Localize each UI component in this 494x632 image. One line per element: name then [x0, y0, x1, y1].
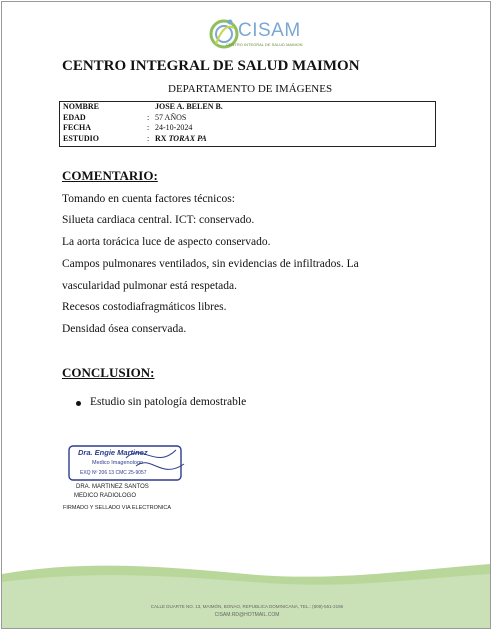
date-value: 24-10-2024 [155, 123, 193, 132]
date-label: FECHA [63, 123, 91, 132]
study-separator: : [147, 133, 150, 143]
name-value: JOSE A. BELEN B. [155, 102, 223, 111]
signer-title: MEDICO RADIOLOGO [74, 493, 137, 499]
stamp-name: Dra. Engie Martinez [78, 448, 148, 457]
name-label: NOMBRE [63, 102, 99, 111]
comment-line: Silueta cardiaca central. ICT: conservado. [62, 214, 255, 226]
footer-email: CISAM.RD@HOTMAIL.COM [214, 612, 280, 618]
comment-line: Recesos costodiafragmáticos libres. [62, 301, 227, 313]
age-label: EDAD [63, 112, 86, 122]
signer-name: DRA. MARTINEZ SANTOS [76, 484, 149, 490]
patient-info-table [59, 101, 436, 147]
footer-address: CALLE DUARTE NO. 13, MAIMÓN, BONAO, REPUBLICA DOMINICANA, TEL.: (809)-551-2196 [150, 604, 344, 609]
study-value-prefix: RX [155, 133, 169, 143]
age-value: 57 AÑOS [155, 112, 187, 122]
stamp-id: EXQ Nº 206 13 CMC 25-9057 [80, 470, 147, 476]
logo-text: CISAM [238, 20, 301, 41]
study-label: ESTUDIO [63, 133, 100, 143]
logo-subtitle: CENTRO INTEGRAL DE SALUD MAIMON [226, 42, 303, 47]
institution-title: CENTRO INTEGRAL DE SALUD MAIMON [62, 58, 360, 74]
department-title: DEPARTAMENTO DE IMÁGENES [168, 83, 333, 95]
study-value-italic: TORAX PA [168, 133, 207, 143]
comment-heading: COMENTARIO: [62, 168, 158, 183]
comment-line: Tomando en cuenta factores técnicos: [62, 193, 235, 205]
study-value [155, 134, 207, 145]
conclusion-heading: CONCLUSION: [62, 365, 155, 380]
conclusion-item: Estudio sin patología demostrable [90, 396, 247, 408]
comment-line: Densidad ósea conservada. [62, 323, 187, 335]
comment-line: vascularidad pulmonar está respetada. [62, 280, 237, 292]
comment-line: La aorta torácica luce de aspecto conservado. [62, 236, 271, 248]
patient-row-age [63, 113, 435, 124]
age-separator: : [147, 112, 150, 122]
patient-row-name [63, 102, 435, 113]
patient-row-date [63, 123, 435, 134]
document-page [1, 1, 491, 629]
patient-row-study [63, 134, 435, 145]
name-separator [147, 102, 155, 113]
bullet-icon [76, 401, 81, 406]
date-separator: : [147, 123, 150, 132]
signature-note: FIRMADO Y SELLADO VIA ELECTRONICA [63, 505, 171, 511]
stamp-role: Medico Imagenologo [92, 460, 144, 466]
comment-line: Campos pulmonares ventilados, sin evidencias de infiltrados. La [62, 258, 359, 270]
